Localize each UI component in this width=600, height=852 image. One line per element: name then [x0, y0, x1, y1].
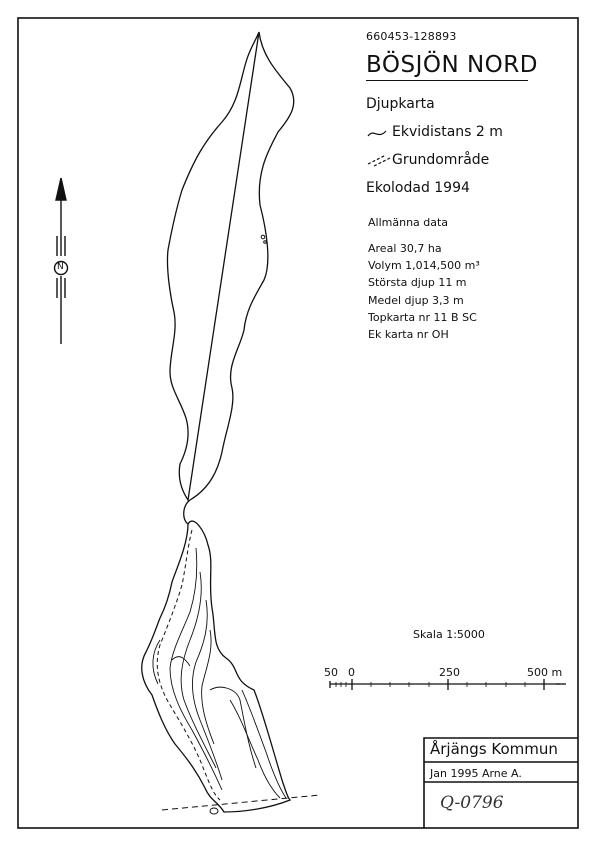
reference-number: Q-0796 [440, 793, 504, 813]
survey-note: Ekolodad 1994 [366, 180, 470, 196]
shallow-area-icon-2 [374, 158, 390, 166]
topo-map-value: Topkarta nr 11 B SC [368, 311, 477, 324]
scale-bar [330, 679, 566, 690]
north-letter: N [57, 262, 64, 272]
volume-value: Volym 1,014,500 m³ [368, 259, 480, 272]
island-marker [261, 235, 265, 239]
area-value: Areal 30,7 ha [368, 242, 442, 255]
island-marker [210, 808, 218, 814]
depth-contours [153, 548, 286, 798]
scale-tick-label: 500 m [527, 666, 563, 679]
eco-map-value: Ek karta nr OH [368, 328, 449, 341]
map-title: BÖSJÖN NORD [366, 52, 538, 78]
map-boundary-line [162, 795, 320, 810]
contour-line-icon [368, 131, 386, 136]
scale-label: Skala 1:5000 [413, 628, 485, 641]
scale-tick-label: 50 [324, 666, 338, 679]
north-arrow-icon [55, 178, 68, 344]
scale-tick-label: 0 [348, 666, 355, 679]
max-depth-value: Största djup 11 m [368, 276, 467, 289]
shallow-area-icon [368, 155, 386, 164]
legend-shallow-label: Grundområde [392, 152, 490, 168]
legend-contour-label: Ekvidistans 2 m [392, 124, 503, 140]
date-author: Jan 1995 Arne A. [430, 767, 522, 780]
mean-depth-value: Medel djup 3,3 m [368, 294, 464, 307]
general-data-heading: Allmänna data [368, 216, 449, 229]
lake-id-code: 660453-128893 [366, 30, 457, 43]
scale-tick-label: 250 [439, 666, 460, 679]
map-subtitle: Djupkarta [366, 96, 435, 112]
island-marker [264, 241, 267, 244]
title-underline [366, 80, 528, 81]
municipality-name: Årjängs Kommun [430, 740, 558, 758]
